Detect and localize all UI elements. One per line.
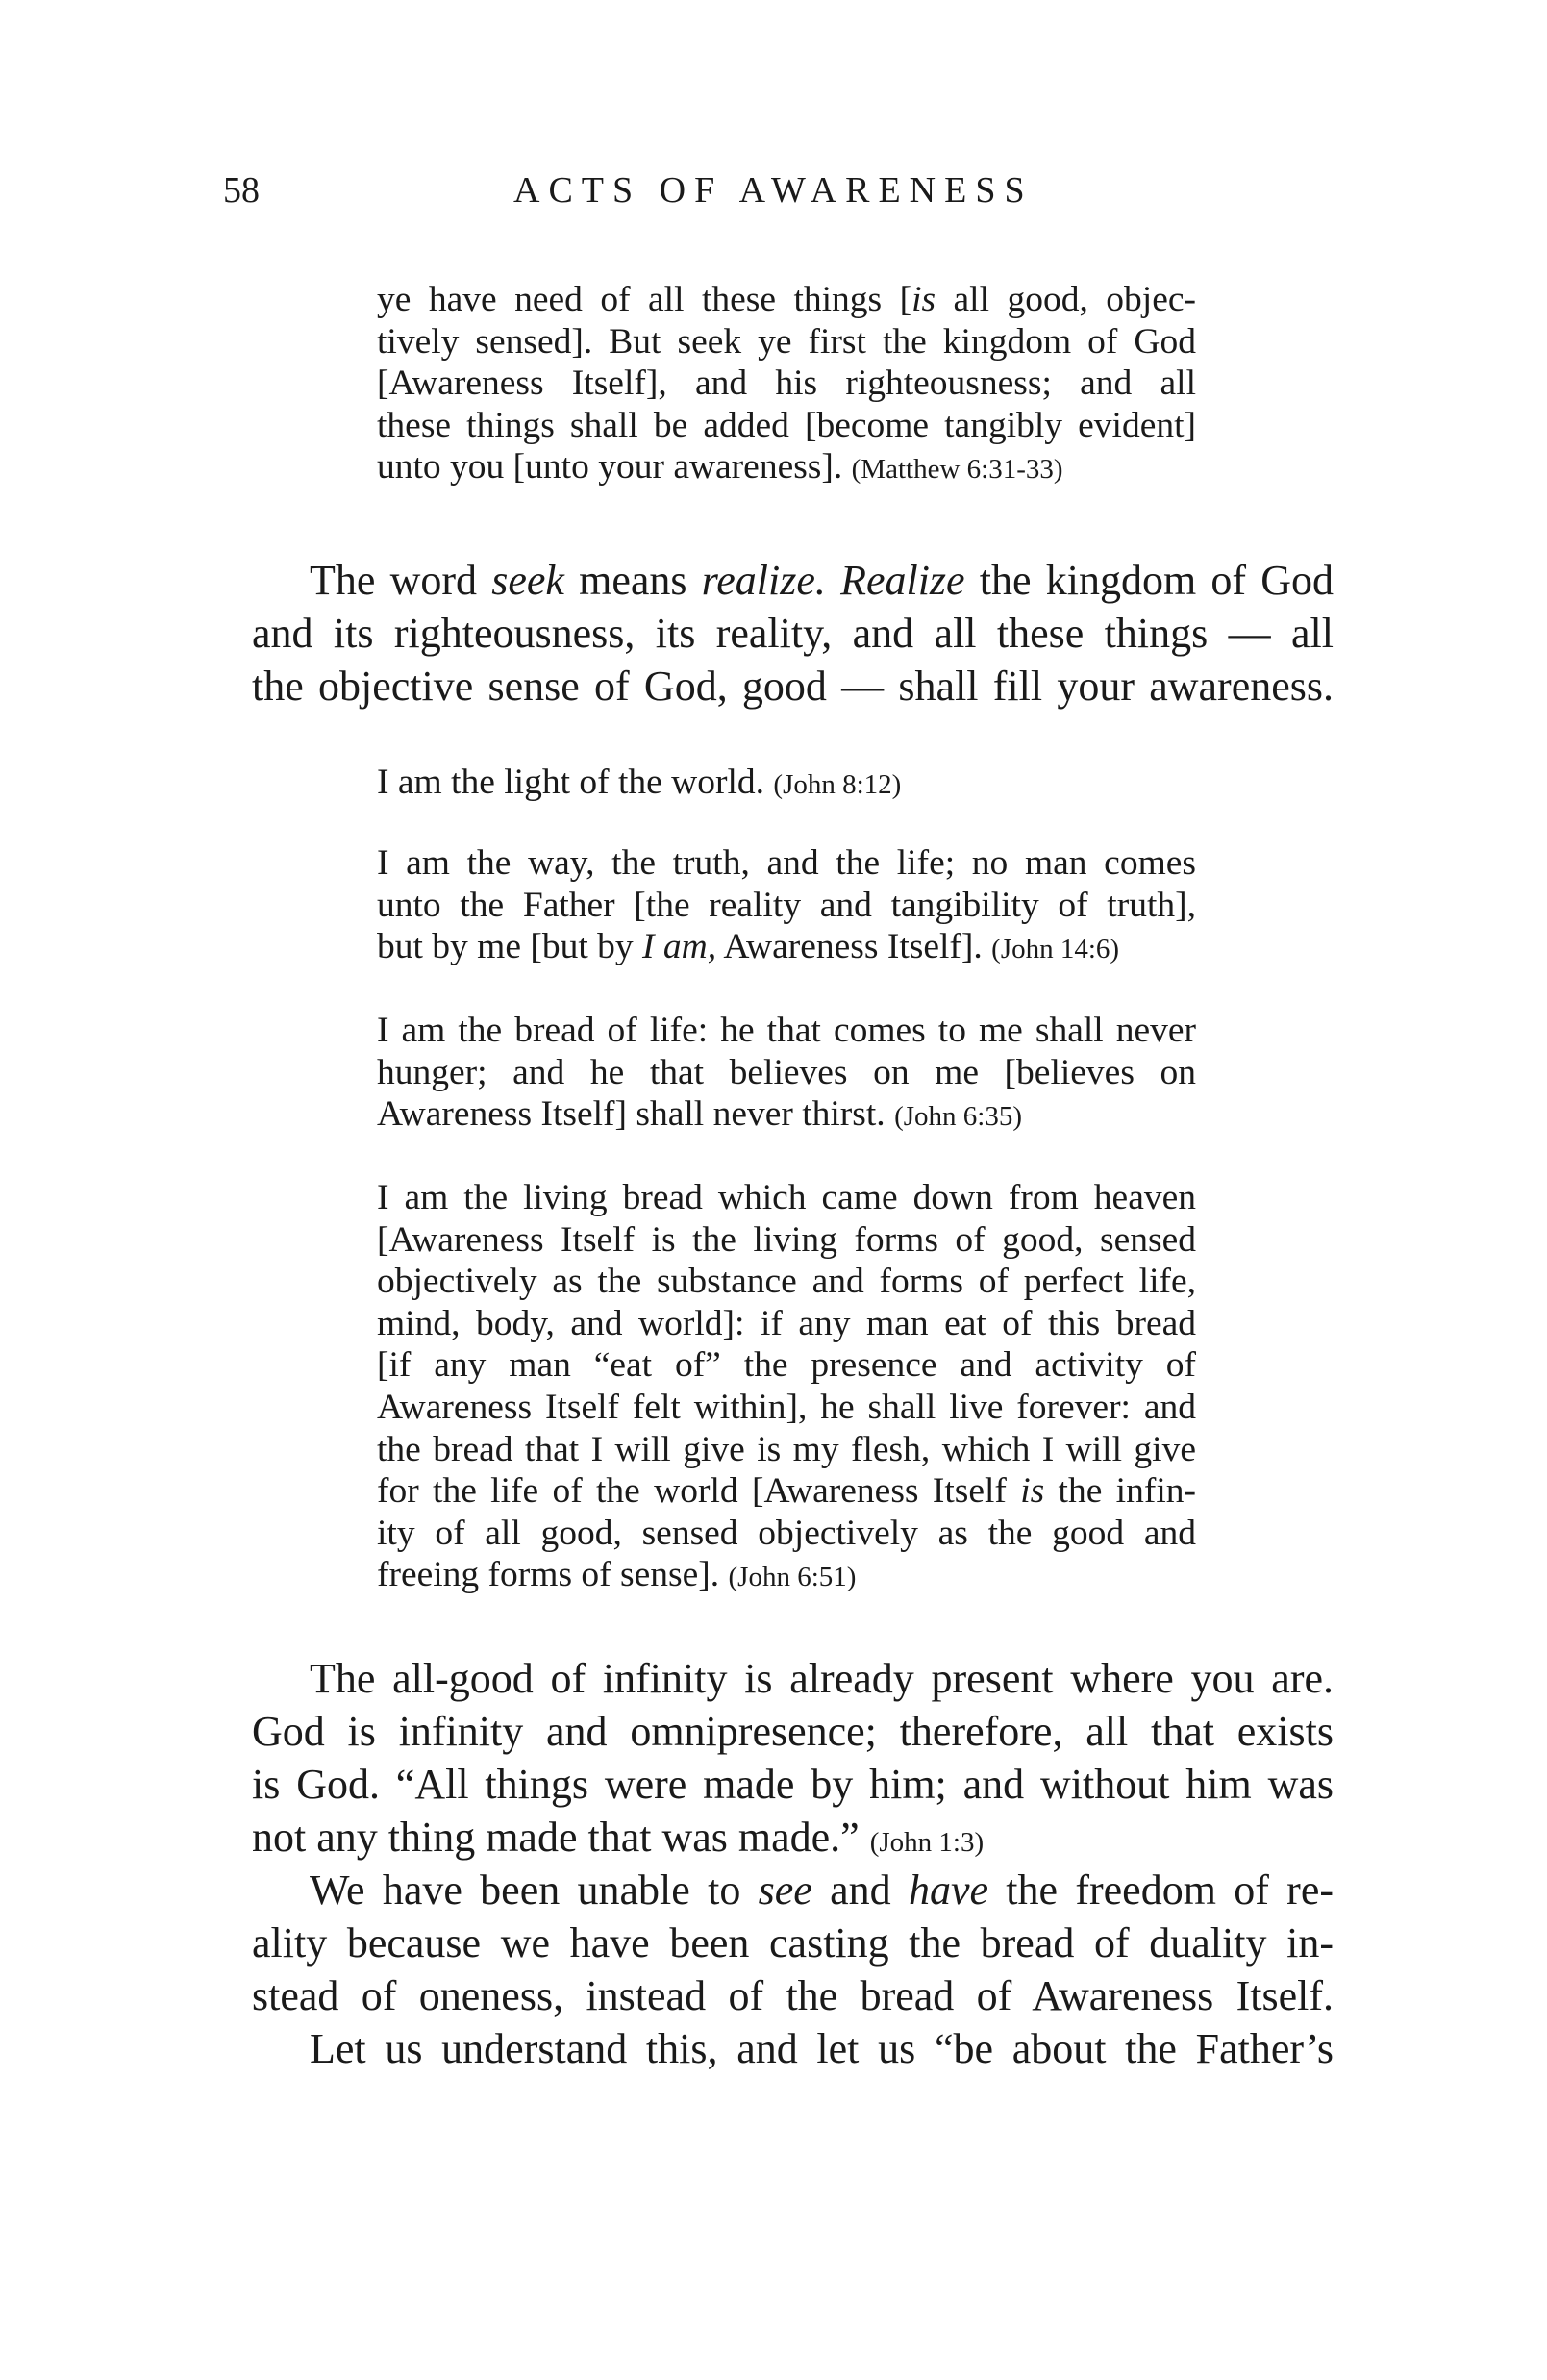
quote-line: I am the living bread which came down from heaven [377, 1178, 1196, 1217]
quote-line: tively sensed]. But seek ye first the kingdom of God [377, 321, 1196, 362]
quote-line: unto the Father [the reality and tangibility of truth], [377, 885, 1196, 925]
citation: (John 1:3) [869, 1827, 985, 1858]
citation: (John 6:35) [894, 1101, 1022, 1133]
quote-line: ity of all good, sensed objectively as the good and [377, 1513, 1196, 1553]
paragraph-line: is God. “All things were made by him; and without him was [252, 1761, 1334, 1808]
paragraph-line: The all-good of infinity is already present where you are. [310, 1655, 1334, 1702]
paragraph-line: God is infinity and omnipresence; therefore, all that exists [252, 1708, 1334, 1755]
quote-line: [if any man “eat of” the presence and activity of [377, 1345, 1196, 1386]
citation: (John 6:51) [728, 1562, 857, 1593]
quote-line: objectively as the substance and forms of perfect life, [377, 1262, 1196, 1302]
paragraph-unable [252, 1864, 1334, 2022]
quote-line: Awareness Itself felt within], he shall live forever: and [377, 1387, 1196, 1427]
quote-way [377, 842, 1196, 971]
paragraph-line: Let us understand this, and let us “be about the Father’s [310, 2025, 1334, 2072]
running-head [0, 162, 1547, 219]
citation: (John 14:6) [991, 934, 1120, 965]
paragraph-line: We have been unable to see and have the freedom of re- [310, 1866, 1334, 1914]
paragraph-line: stead of oneness, instead of the bread of Awareness Itself. [252, 1972, 1334, 2019]
paragraph-line: not any thing made that was made.” (John 1:3) [252, 1814, 985, 1861]
quote-line: [Awareness Itself], and his righteousness; and all [377, 363, 1196, 404]
citation: (John 8:12) [773, 769, 902, 800]
quote-line: unto you [unto your awareness]. (Matthew 6:31-33) [377, 447, 1063, 488]
quote-line: for the life of the world [Awareness Itself is the infin- [377, 1471, 1196, 1512]
quote-living [377, 1177, 1196, 1599]
quote-matthew [377, 279, 1196, 491]
paragraph-seek [252, 554, 1334, 713]
quote-light [377, 762, 1196, 807]
quote-line: freeing forms of sense]. (John 6:51) [377, 1555, 857, 1595]
paragraph-all-good [252, 1652, 1334, 1869]
paragraph-line: and its righteousness, its reality, and all these things — all [252, 610, 1334, 657]
quote-bread [377, 1010, 1196, 1139]
paragraph-let-us [252, 2022, 1334, 2075]
quote-line: ye have need of all these things [is all good, objec- [377, 280, 1196, 319]
quote-line: I am the light of the world. (John 8:12) [377, 763, 902, 802]
paragraph-line: The word seek means realize. Realize the kingdom of God [310, 557, 1334, 604]
quote-line: these things shall be added [become tangibly evident] [377, 405, 1196, 445]
quote-line: I am the bread of life: he that comes to me shall never [377, 1011, 1196, 1050]
quote-line: but by me [but by I am, Awareness Itself]. (John 14:6) [377, 927, 1120, 967]
quote-line: Awareness Itself] shall never thirst. (John 6:35) [377, 1094, 1022, 1135]
quote-line: I am the way, the truth, and the life; no man comes [377, 843, 1196, 883]
quote-line: [Awareness Itself is the living forms of good, sensed [377, 1219, 1196, 1260]
running-title: ACTS OF AWARENESS [513, 170, 1034, 211]
page-number: 58 [223, 170, 260, 211]
paragraph-line: ality because we have been casting the bread of duality in- [252, 1919, 1334, 1967]
paragraph-line: the objective sense of God, good — shall fill your awareness. [252, 663, 1334, 710]
citation: (Matthew 6:31-33) [851, 454, 1063, 486]
quote-line: mind, body, and world]: if any man eat of this bread [377, 1303, 1196, 1343]
quote-line: hunger; and he that believes on me [believes on [377, 1052, 1196, 1092]
quote-line: the bread that I will give is my flesh, which I will give [377, 1429, 1196, 1469]
